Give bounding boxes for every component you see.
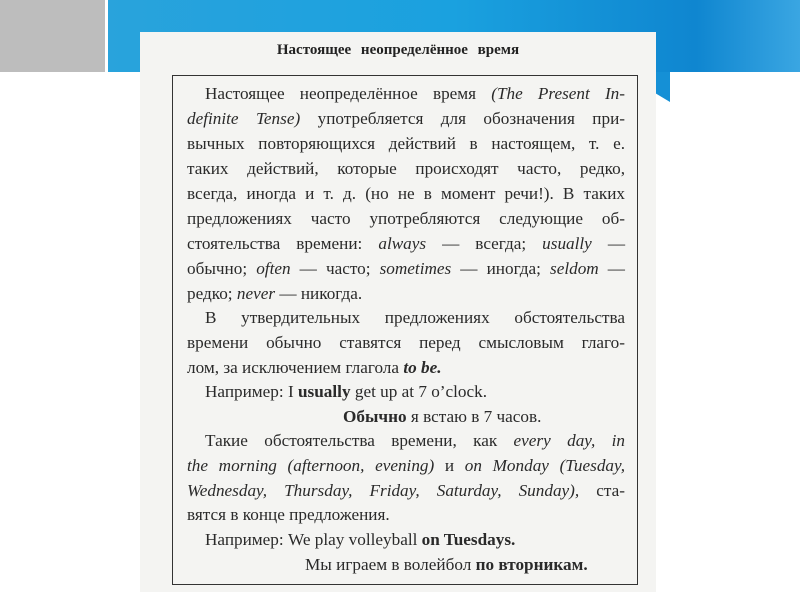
text-segment: — xyxy=(598,259,625,278)
text-segment: таких действий, которые происходят часто, редко, xyxy=(187,159,625,178)
text-line xyxy=(187,159,625,179)
text-segment: usually xyxy=(298,382,351,401)
text-segment: редко; xyxy=(187,284,237,303)
text-segment: — иногда; xyxy=(451,259,551,278)
text-line xyxy=(187,505,625,525)
text-segment: Такие обстоятельства времени, как xyxy=(205,431,514,450)
text-segment: вычных повторяющихся действий в настоящем, т. е. xyxy=(187,134,625,153)
text-line xyxy=(187,284,625,304)
text-line xyxy=(205,308,625,328)
rule-box xyxy=(172,75,638,585)
text-line xyxy=(187,109,625,129)
text-segment: Например: We play volleyball xyxy=(205,530,422,549)
text-line xyxy=(343,407,781,427)
text-segment: В утвердительных предложениях обстоятельства xyxy=(205,308,625,327)
text-segment: on Monday (Tuesday, xyxy=(464,456,625,475)
text-segment: get up at 7 o’clock. xyxy=(350,382,488,401)
text-segment: Wednesday, Thursday, Friday, Saturday, Sunday), xyxy=(187,481,580,500)
text-segment: Настоящее неопределённое время xyxy=(205,84,492,103)
text-segment: on Tuesdays. xyxy=(421,530,516,549)
text-line xyxy=(187,333,625,353)
text-segment: Например: I xyxy=(205,382,298,401)
text-segment: — xyxy=(591,234,626,253)
text-segment: definite Tense) xyxy=(187,109,301,128)
text-line xyxy=(205,382,625,402)
text-segment: sometimes xyxy=(379,259,452,278)
text-segment: всегда, иногда и т. д. (но не в момент речи!). В таких xyxy=(187,184,625,203)
text-segment: often xyxy=(256,259,291,278)
text-segment: — никогда. xyxy=(275,284,363,303)
text-segment: Мы играем в волейбол xyxy=(305,555,476,574)
text-segment: лом, за исключением глагола xyxy=(187,358,404,377)
text-segment: предложениях часто употребляются следующие об- xyxy=(187,209,625,228)
text-segment: every day, in xyxy=(513,431,625,450)
text-segment: always xyxy=(378,234,427,253)
text-line xyxy=(205,431,625,451)
textbook-scan xyxy=(140,32,656,592)
text-segment: обычно; xyxy=(187,259,257,278)
text-segment: и xyxy=(434,456,465,475)
text-line xyxy=(205,84,625,104)
text-line xyxy=(187,481,625,501)
text-segment: употребляется для обозначения при- xyxy=(300,109,625,128)
text-line xyxy=(305,555,743,575)
text-line xyxy=(205,530,625,550)
text-segment: — всегда; xyxy=(426,234,543,253)
text-segment: seldom xyxy=(550,259,599,278)
text-line xyxy=(187,234,625,254)
page-title: Настоящее неопределённое время xyxy=(276,42,520,58)
text-line xyxy=(187,209,625,229)
text-line xyxy=(187,184,625,204)
text-line xyxy=(187,259,625,279)
text-segment: по вторникам. xyxy=(475,555,588,574)
text-segment: ста- xyxy=(579,481,625,500)
text-segment: стоятельства времени: xyxy=(187,234,379,253)
text-line xyxy=(187,456,625,476)
text-segment: времени обычно ставятся перед смысловым глаго- xyxy=(187,333,625,352)
slide-gray-block xyxy=(0,0,105,72)
text-segment: never xyxy=(236,284,276,303)
text-segment: to be. xyxy=(403,358,442,377)
text-segment: (The Present In- xyxy=(491,84,625,103)
text-segment: — часто; xyxy=(290,259,380,278)
text-segment: usually xyxy=(542,234,592,253)
text-segment: the morning (afternoon, evening) xyxy=(187,456,435,475)
text-segment: Обычно xyxy=(343,407,407,426)
text-line xyxy=(187,358,625,378)
text-segment: вятся в конце предложения. xyxy=(187,505,390,524)
text-line xyxy=(187,134,625,154)
text-segment: я встаю в 7 часов. xyxy=(406,407,542,426)
